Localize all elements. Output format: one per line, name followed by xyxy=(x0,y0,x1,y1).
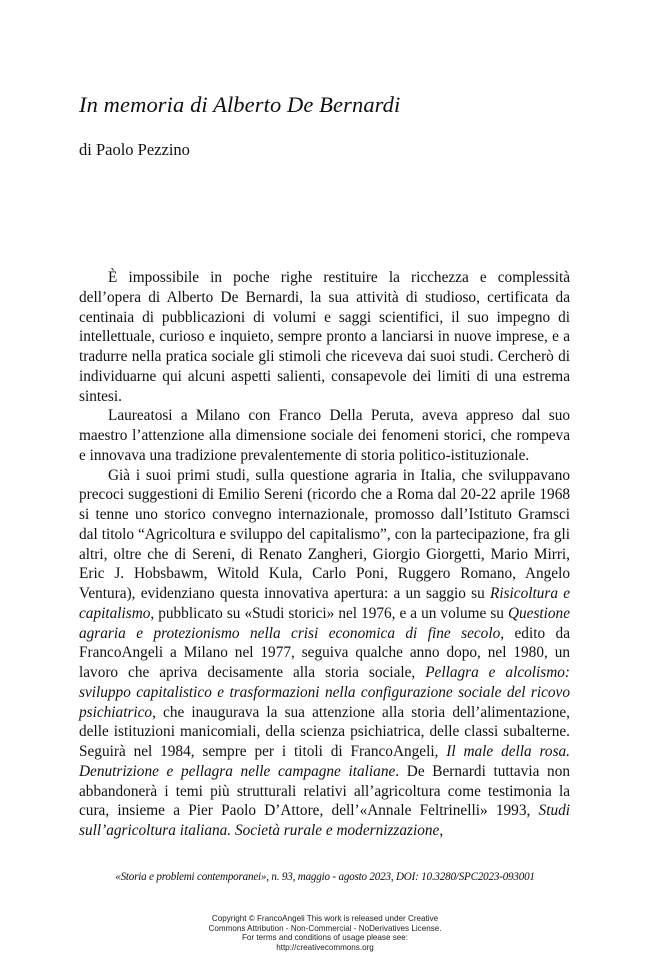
paragraph-3-text-1: Già i suoi primi studi, sulla questione agraria in Italia, che sviluppavano precoci suggestioni di Emilio Sereni (ricordo che a Roma dal 20-22 aprile 1968 si tenne uno storico convegno internazionale, promosso dall’Istituto Gramsci dal titolo “Agricoltura e sviluppo del capitalismo”, con la partecipazione, fra gli altri, oltre che di Sereni, di Renato Zangheri, Giorgio Giorgetti, Mario Mirri, Eric J. Hobsbawm, Witold Kula, Carlo Poni, Ruggero Romano, Angelo Ventura), evidenziano questa innovativa apertura: a un saggio su xyxy=(79,466,570,602)
license-line: Copyright © FrancoAngeli This work is released under Creative xyxy=(211,914,439,923)
license-line: Commons Attribution - Non-Commercial - NoDerivatives License. xyxy=(208,923,442,933)
license-notice xyxy=(0,914,650,952)
license-line: For terms and conditions of usage please see: xyxy=(241,933,409,943)
title-male-della-rosa: Il male della rosa. Denutrizione e pellagra nelle campagne italiane xyxy=(79,743,570,780)
title-pellagra-alcolismo: Pellagra e alcolismo: sviluppo capitalistico e trasformazioni nella configurazione sociale del ricovo psichiatrico xyxy=(79,664,570,721)
paragraph-3-text-4: , che inaugurava la sua attenzione alla storia dell’alimentazione, delle istituzioni manicomiali, della scienza psichiatrica, delle classi subalterne. Seguirà nel 1984, sempre per i titoli di FrancoAngeli, xyxy=(79,703,570,760)
paragraph-3-text-2: , pubblicato su «Studi storici» nel 1976, e a un volume su xyxy=(150,604,508,622)
article-title: In memoria di Alberto De Bernardi xyxy=(79,92,401,117)
paragraph-3 xyxy=(79,466,570,841)
license-link[interactable]: http://creativecommons.org xyxy=(276,942,374,952)
paragraph-3-text-3: , edito da FrancoAngeli a Milano nel 1977, seguiva qualche anno dopo, nel 1980, un lavoro che apriva decisamente alla storia sociale, xyxy=(79,624,570,681)
title-risicoltura: Risicoltura e capitalismo xyxy=(79,585,570,622)
title-questione-agraria: Questione agraria e protezionismo nella crisi economica di fine secolo xyxy=(79,604,570,642)
title-studi-agricoltura: Studi sull’agricoltura italiana. Società rurale e modernizzazione xyxy=(79,802,570,839)
paragraph-3-text-6: , xyxy=(439,822,444,839)
paragraph-1: È impossibile in poche righe restituire la ricchezza e complessità dell’opera di Alberto De Bernardi, la sua attività di studioso, certificata da centinaia di pubblicazioni di volumi e saggi scientifici, il suo impegno di intellettuale, curioso e inquieto, sempre pronto a lanciarsi in nuove imprese, e a tradurre nella pratica sociale gli stimoli che riceveva dai suoi studi. Cercherò di individuarne qui alcuni aspetti salienti, consapevole dei limiti di una estrema sintesi. xyxy=(79,269,570,405)
journal-citation: «Storia e problemi contemporanei», n. 93, maggio - agosto 2023, DOI: 10.3280/SPC2023-093001 xyxy=(115,871,535,883)
article-body xyxy=(79,268,570,841)
article-author: di Paolo Pezzino xyxy=(79,140,190,159)
paragraph-2: Laureatosi a Milano con Franco Della Peruta, aveva appreso dal suo maestro l’attenzione alla dimensione sociale dei fenomeni storici, che rompeva e innovava una tradizione prevalentemente di storia politico-istituzionale. xyxy=(79,407,570,464)
paragraph-3-text-5: . De Bernardi tuttavia non abbandonerà i temi più strutturali relativi all’agricoltura come testimonia la cura, insieme a Pier Paolo D’Attore, dell’«Annale Feltrinelli» 1993, xyxy=(79,762,571,820)
